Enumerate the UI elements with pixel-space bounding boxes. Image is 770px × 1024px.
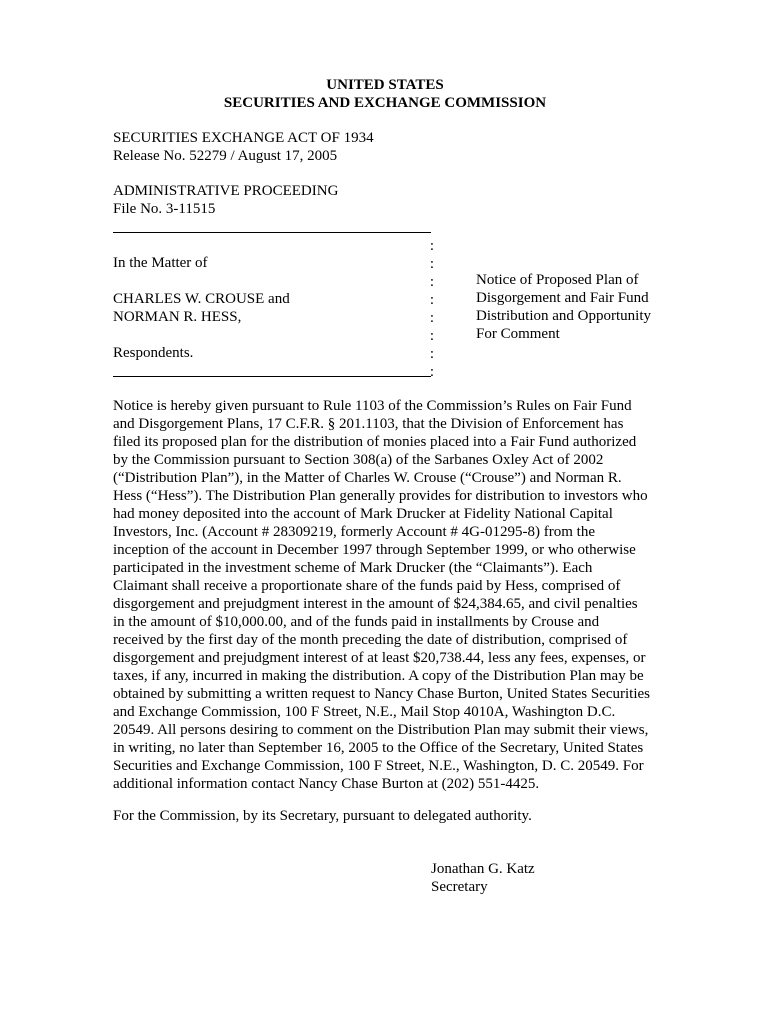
act-block <box>113 129 374 165</box>
release-number: Release No. 52279 / August 17, 2005 <box>113 148 338 164</box>
body-line: had money deposited into the account of Mark Drucker at Fidelity National Capital <box>113 506 613 522</box>
body-line: taxes, if any, incurred in making the distribution. A copy of the Distribution Plan may be <box>113 668 644 684</box>
notice-title <box>476 271 651 343</box>
body-line: by the Commission pursuant to Section 308(a) of the Sarbanes Oxley Act of 2002 <box>113 452 604 468</box>
signatory-name: Jonathan G. Katz <box>431 861 535 877</box>
notice-title-line: Notice of Proposed Plan of <box>476 272 639 288</box>
caption-colon: : <box>429 256 435 272</box>
body-line: obtained by submitting a written request to Nancy Chase Burton, United States Securities <box>113 686 650 702</box>
body-line: additional information contact Nancy Chase Burton at (202) 551-4425. <box>113 776 540 792</box>
signatory-title: Secretary <box>431 879 488 895</box>
caption-colon: : <box>429 346 435 362</box>
notice-title-line: Distribution and Opportunity <box>476 308 651 324</box>
body-line: in writing, no later than September 16, 2005 to the Office of the Secretary, United States <box>113 740 644 756</box>
caption-colon: : <box>429 274 435 290</box>
caption-respondents-label <box>113 344 193 362</box>
body-line: received by the first day of the month preceding the date of distribution, comprised of <box>113 632 628 648</box>
body-line: Securities and Exchange Commission, 100 F Street, N.E., Washington, D. C. 20549. For <box>113 758 644 774</box>
proceeding-block <box>113 182 338 218</box>
proceeding-title: ADMINISTRATIVE PROCEEDING <box>113 183 339 199</box>
document-header <box>0 76 770 112</box>
header-country: UNITED STATES <box>326 77 444 93</box>
body-line: filed its proposed plan for the distribution of monies placed into a Fair Fund authorized <box>113 434 637 450</box>
caption-respondents <box>113 290 290 326</box>
body-line: disgorgement and prejudgment interest in the amount of $24,384.65, and civil penalties <box>113 596 638 612</box>
act-title: SECURITIES EXCHANGE ACT OF 1934 <box>113 130 374 146</box>
closing-statement: For the Commission, by its Secretary, pursuant to delegated authority. <box>113 808 532 824</box>
body-line: disgorgement and prejudgment interest of at least $20,738.44, less any fees, expenses, or <box>113 650 646 666</box>
caption-colon: : <box>429 364 435 380</box>
body-line: Claimant shall receive a proportionate share of the funds paid by Hess, comprised of <box>113 578 621 594</box>
matter-label: In the Matter of <box>113 255 208 271</box>
caption-colon: : <box>429 310 435 326</box>
body-line: 20549. All persons desiring to comment on the Distribution Plan may submit their views, <box>113 722 649 738</box>
caption-colon: : <box>429 292 435 308</box>
respondent-crouse: CHARLES W. CROUSE and <box>113 291 290 307</box>
body-line: and Exchange Commission, 100 F Street, N.E., Mail Stop 4010A, Washington D.C. <box>113 704 616 720</box>
body-line: Investors, Inc. (Account # 28309219, formerly Account # 4G-01295-8) from the <box>113 524 595 540</box>
caption-matter <box>113 254 208 272</box>
body-line: and Disgorgement Plans, 17 C.F.R. § 201.1103, that the Division of Enforcement has <box>113 416 624 432</box>
body-line: in the amount of $10,000.00, and of the funds paid in installments by Crouse and <box>113 614 600 630</box>
file-number: File No. 3-11515 <box>113 201 216 217</box>
body-line: (“Distribution Plan”), in the Matter of Charles W. Crouse (“Crouse”) and Norman R. <box>113 470 622 486</box>
body-line: Hess (“Hess”). The Distribution Plan generally provides for distribution to investors who <box>113 488 648 504</box>
notice-title-line: For Comment <box>476 326 560 342</box>
notice-body <box>113 397 658 793</box>
caption-colon: : <box>429 328 435 344</box>
caption-bottom-rule <box>113 376 431 377</box>
body-line: participated in the investment scheme of Mark Drucker (the “Claimants”). Each <box>113 560 593 576</box>
body-line: Notice is hereby given pursuant to Rule 1103 of the Commission’s Rules on Fair Fund <box>113 398 632 414</box>
notice-title-line: Disgorgement and Fair Fund <box>476 290 649 306</box>
respondent-hess: NORMAN R. HESS, <box>113 309 242 325</box>
header-agency: SECURITIES AND EXCHANGE COMMISSION <box>223 95 547 111</box>
signature-block <box>431 860 535 896</box>
body-line: inception of the account in December 1997 through September 1999, or who otherwise <box>113 542 636 558</box>
respondents-label: Respondents. <box>113 345 194 361</box>
caption-colon: : <box>429 238 435 254</box>
caption-top-rule <box>113 232 431 233</box>
